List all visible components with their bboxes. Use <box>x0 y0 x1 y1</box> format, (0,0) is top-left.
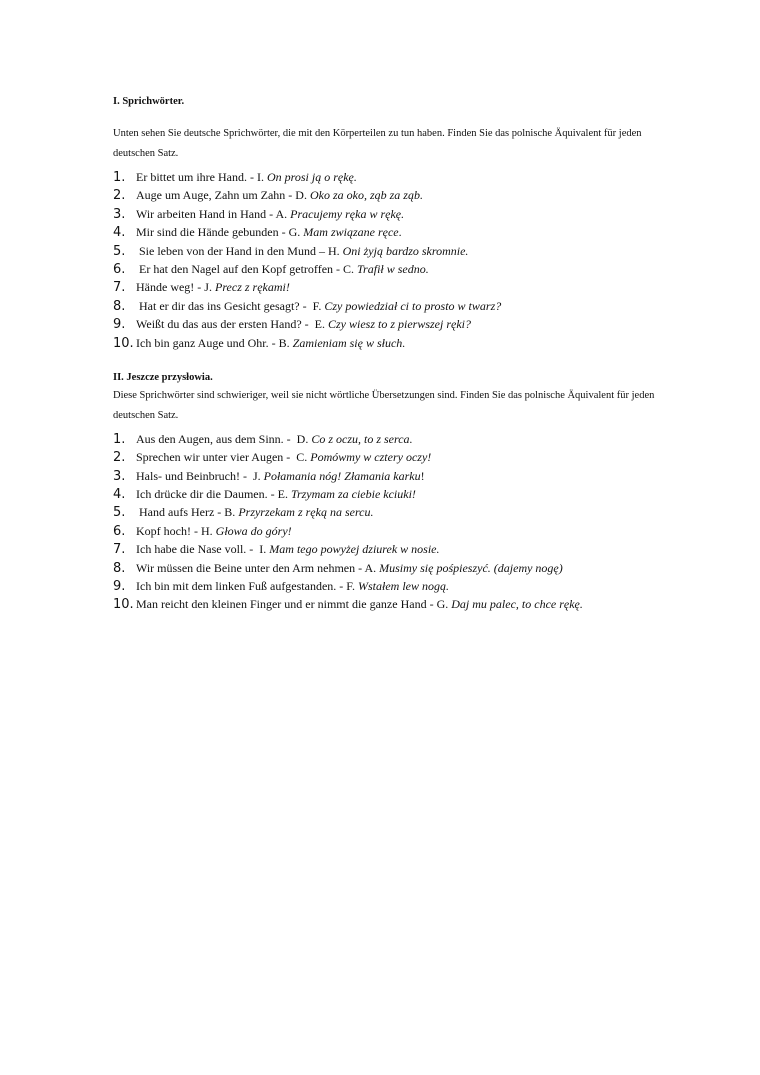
list-item <box>113 432 673 450</box>
polish-equivalent: Oni żyją bardzo skromnie <box>342 243 466 258</box>
german-proverb: Man reicht den kleinen Finger und er nimmt die ganze Hand - G. <box>136 597 452 612</box>
list-item <box>113 262 673 280</box>
german-proverb: Sprechen wir unter vier Augen - C. <box>136 450 311 465</box>
list-item <box>113 579 673 597</box>
polish-equivalent: Czy wiesz to z pierwszej ręki? <box>327 317 471 332</box>
section-2-list <box>113 432 673 616</box>
list-item <box>113 524 673 542</box>
polish-tail: . <box>370 505 374 520</box>
list-item <box>113 561 673 579</box>
polish-equivalent: Precz z rękami! <box>214 280 290 295</box>
german-proverb: Ich bin mit dem linken Fuß aufgestanden. - F. <box>136 579 358 594</box>
list-item <box>113 336 673 354</box>
german-proverb: Ich habe die Nase voll. - I. <box>136 542 270 557</box>
list-item <box>113 225 673 243</box>
polish-equivalent: Pracujemy ręka w rękę <box>290 206 402 221</box>
list-item <box>113 450 673 468</box>
polish-tail: . <box>353 170 357 184</box>
list-item <box>113 469 673 487</box>
german-proverb: Hände weg! - J. <box>136 280 215 295</box>
german-proverb: Er bittet um ihre Hand. - I. <box>136 170 267 184</box>
item-number: 2. <box>113 450 126 466</box>
polish-tail: . <box>436 542 440 557</box>
german-proverb: Ich drücke dir die Daumen. - E. <box>136 487 291 502</box>
polish-equivalent: Głowa do góry! <box>215 523 292 538</box>
list-item <box>113 597 673 615</box>
german-proverb: Wir arbeiten Hand in Hand - A. <box>136 206 291 221</box>
german-proverb: Aus den Augen, aus dem Sinn. - D. <box>136 431 312 446</box>
german-proverb: Wir müssen die Beine unter den Arm nehmen - A. <box>136 560 380 575</box>
polish-equivalent: Musimy się pośpieszyć. (dajemy nogę) <box>379 560 563 575</box>
german-proverb: Ich bin ganz Auge und Ohr. - B. <box>136 335 293 350</box>
list-item <box>113 505 673 523</box>
list-item <box>113 244 673 262</box>
list-item <box>113 542 673 560</box>
polish-equivalent: Mam tego powyżej dziurek w nosie <box>269 542 437 557</box>
polish-equivalent: Zamieniam się w słuch <box>292 335 403 350</box>
polish-equivalent: Daj mu palec, to chce rękę <box>451 597 580 612</box>
section-1-intro: Unten sehen Sie deutsche Sprichwörter, die mit den Körperteilen zu tun haben. Finden Sie das polnische Äquivalent für jeden deutschen Satz. <box>113 128 642 159</box>
polish-tail: . <box>398 225 402 240</box>
polish-equivalent: Co z oczu, to z serca <box>311 431 410 446</box>
polish-equivalent: Oko za oko, ząb za ząb <box>309 188 420 203</box>
german-proverb: Hat er dir das ins Gesicht gesagt? - F. <box>136 298 325 313</box>
polish-equivalent: Czy powiedział ci to prosto w twarz? <box>324 298 502 313</box>
item-number: 3. <box>113 468 126 484</box>
item-number: 9. <box>113 317 126 333</box>
german-proverb: Kopf hoch! - H. <box>136 523 216 538</box>
item-number: 1. <box>113 170 126 185</box>
polish-tail: . <box>579 597 583 612</box>
polish-tail: ! <box>420 468 425 483</box>
item-number: 8. <box>113 560 126 576</box>
polish-equivalent: Przyrzekam z ręką na sercu <box>238 505 371 520</box>
item-number: 3. <box>113 206 126 222</box>
german-proverb: Er hat den Nagel auf den Kopf getroffen - C. <box>136 261 358 276</box>
german-proverb: Auge um Auge, Zahn um Zahn - D. <box>136 188 310 203</box>
polish-tail: . <box>402 335 406 350</box>
item-number: 10. <box>113 335 134 351</box>
list-item <box>113 317 673 335</box>
item-number: 8. <box>113 298 126 314</box>
german-proverb: Weißt du das aus der ersten Hand? - E. <box>136 317 328 332</box>
item-number: 5. <box>113 243 126 259</box>
item-number: 1. <box>113 431 126 447</box>
german-proverb: Sie leben von der Hand in den Mund – H. <box>136 243 343 258</box>
list-item <box>113 170 673 188</box>
section-2-intro: Diese Sprichwörter sind schwieriger, weil sie nicht wörtliche Übersetzungen sind. Finden Sie das polnische Äquivalent für jeden deutschen Satz. <box>113 389 655 421</box>
item-number: 6. <box>113 523 126 539</box>
item-number: 6. <box>113 261 126 277</box>
polish-equivalent: Trafił w sedno <box>357 261 426 276</box>
section-1-title: I. Sprichwörter. <box>113 96 185 107</box>
german-proverb: Hals- und Beinbruch! - J. <box>136 468 264 483</box>
list-item <box>113 207 673 225</box>
list-item <box>113 299 673 317</box>
polish-equivalent: Pomówmy w cztery oczy! <box>310 450 432 465</box>
item-number: 5. <box>113 505 126 521</box>
item-number: 7. <box>113 280 126 296</box>
polish-equivalent: Mam związane ręce <box>303 225 399 240</box>
list-item <box>113 188 673 206</box>
polish-tail: . <box>419 188 423 203</box>
list-item <box>113 280 673 298</box>
german-proverb: Hand aufs Herz - B. <box>136 505 239 520</box>
section-1-list <box>113 170 673 354</box>
german-proverb: Mir sind die Hände gebunden - G. <box>136 225 304 240</box>
polish-tail: . <box>425 261 429 276</box>
item-number: 2. <box>113 188 126 204</box>
polish-tail: . <box>401 206 405 221</box>
item-number: 4. <box>113 225 126 241</box>
polish-tail: . <box>409 431 413 446</box>
section-2-title: II. Jeszcze przysłowia. <box>113 371 213 383</box>
list-item <box>113 487 673 505</box>
polish-equivalent: Trzymam za ciebie kciuki! <box>290 487 416 502</box>
item-number: 7. <box>113 542 126 558</box>
item-number: 10. <box>113 597 134 613</box>
document-page <box>113 94 673 616</box>
polish-tail: . <box>465 243 469 258</box>
polish-equivalent: On prosi ją o rękę <box>266 170 354 184</box>
polish-equivalent: Wstałem lew nogą <box>358 579 446 594</box>
polish-tail: . <box>446 579 449 594</box>
item-number: 4. <box>113 487 126 503</box>
item-number: 9. <box>113 579 126 595</box>
polish-equivalent: Połamania nóg! Złamania karku <box>263 468 421 483</box>
